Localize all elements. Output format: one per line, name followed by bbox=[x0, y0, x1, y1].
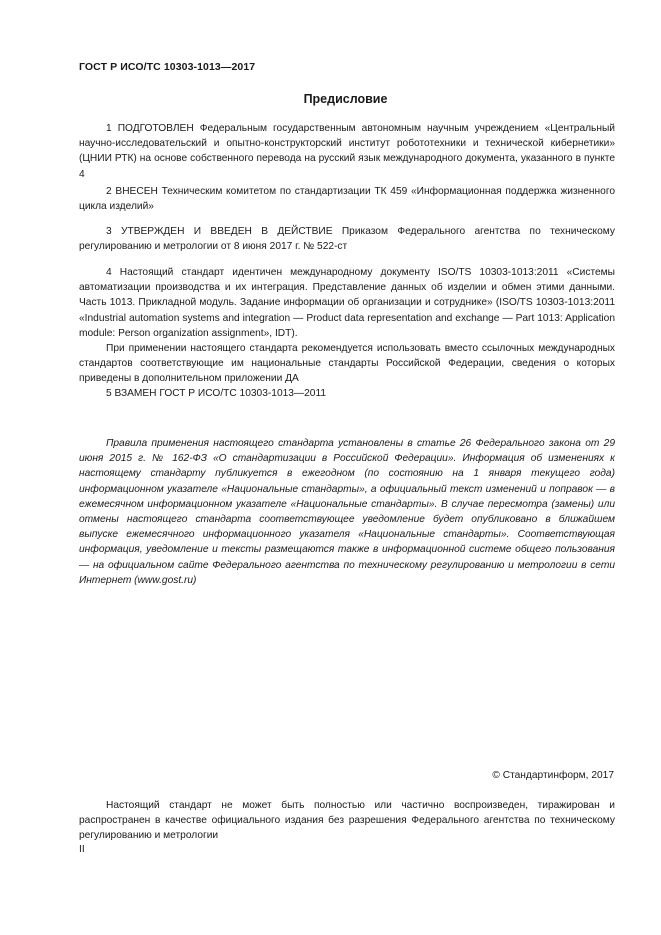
paragraph-text: 1 ПОДГОТОВЛЕН Федеральным государственным автономным научным учреждением «Центральный научно-исследовательский и опытно-конструкторский институт робототехники и технической кибернетики» (ЦНИИ РТК) на основе собственного перевода на русский язык международного документа, указанного в пункте 4 bbox=[79, 123, 615, 180]
paragraph-identical bbox=[79, 265, 615, 387]
paragraph-approved bbox=[79, 224, 615, 254]
reproduction-notice bbox=[79, 798, 615, 844]
copyright: © Стандартинформ, 2017 bbox=[492, 770, 614, 781]
paragraph-text: 3 УТВЕРЖДЕН И ВВЕДЕН В ДЕЙСТВИЕ Приказом Федерального агентства по техническому регулированию и метрологии от 8 июня 2017 г. № 522-ст bbox=[79, 226, 615, 253]
document-code-header: ГОСТ Р ИСО/ТС 10303-1013—2017 bbox=[79, 61, 256, 73]
paragraph-text: 2 ВНЕСЕН Техническим комитетом по стандартизации ТК 459 «Информационная поддержка жизненного цикла изделий» bbox=[79, 186, 615, 213]
notice-text: Настоящий стандарт не может быть полностью или частично воспроизведен, тиражирован и распространен в качестве официального издания без разрешения Федерального агентства по техническому регулированию и метрологии bbox=[79, 800, 615, 842]
page-number: II bbox=[79, 844, 85, 855]
paragraph-introduced bbox=[79, 184, 615, 214]
paragraph-replaces bbox=[79, 386, 615, 401]
paragraph-text: 4 Настоящий стандарт идентичен международному документу ISO/TS 10303-1013:2011 «Системы автоматизации производства и их интеграция. Представление данных об изделии и обмен этими данными. Часть 1013. Прикладной модуль. Задание информации об организации и сотруднике» (ISO/TS 10303-1013:2011 «Industrial automation systems and integration — Product data representation and exchange — Part 1013: Application module: Person organization assignment», IDT). bbox=[79, 267, 615, 339]
paragraph-text: При применении настоящего стандарта рекомендуется использовать вместо ссылочных международных стандартов соответствующие им национальные стандарты Российской Федерации, сведения о которых приведены в дополнительном приложении ДА bbox=[79, 343, 615, 385]
paragraph-prepared bbox=[79, 121, 615, 182]
foreword-title: Предисловие bbox=[303, 92, 388, 106]
paragraph-text: 5 ВЗАМЕН ГОСТ Р ИСО/ТС 10303-1013—2011 bbox=[106, 388, 327, 399]
rules-note bbox=[79, 436, 615, 588]
rules-note-text: Правила применения настоящего стандарта установлены в статье 26 Федерального закона от 29 июня 2015 г. № 162-ФЗ «О стандартизации в Российской Федерации». Информация об изменениях к настоящему стандарту публикуется в ежегодном (по состоянию на 1 января текущего года) информационном указателе «Национальные стандарты», а официальный текст изменений и поправок — в ежемесячном информационном указателе «Национальные стандарты». В случае пересмотра (замены) или отмены настоящего стандарта соответствующее уведомление будет опубликовано в ближайшем выпуске ежемесячного информационного указателя «Национальные стандарты». Соответствующая информация, уведомление и тексты размещаются также в информационной системе общего пользования — на официальном сайте Федерального агентства по техническому регулированию и метрологии в сети Интернет (www.gost.ru) bbox=[79, 438, 615, 586]
page-title bbox=[0, 92, 661, 106]
